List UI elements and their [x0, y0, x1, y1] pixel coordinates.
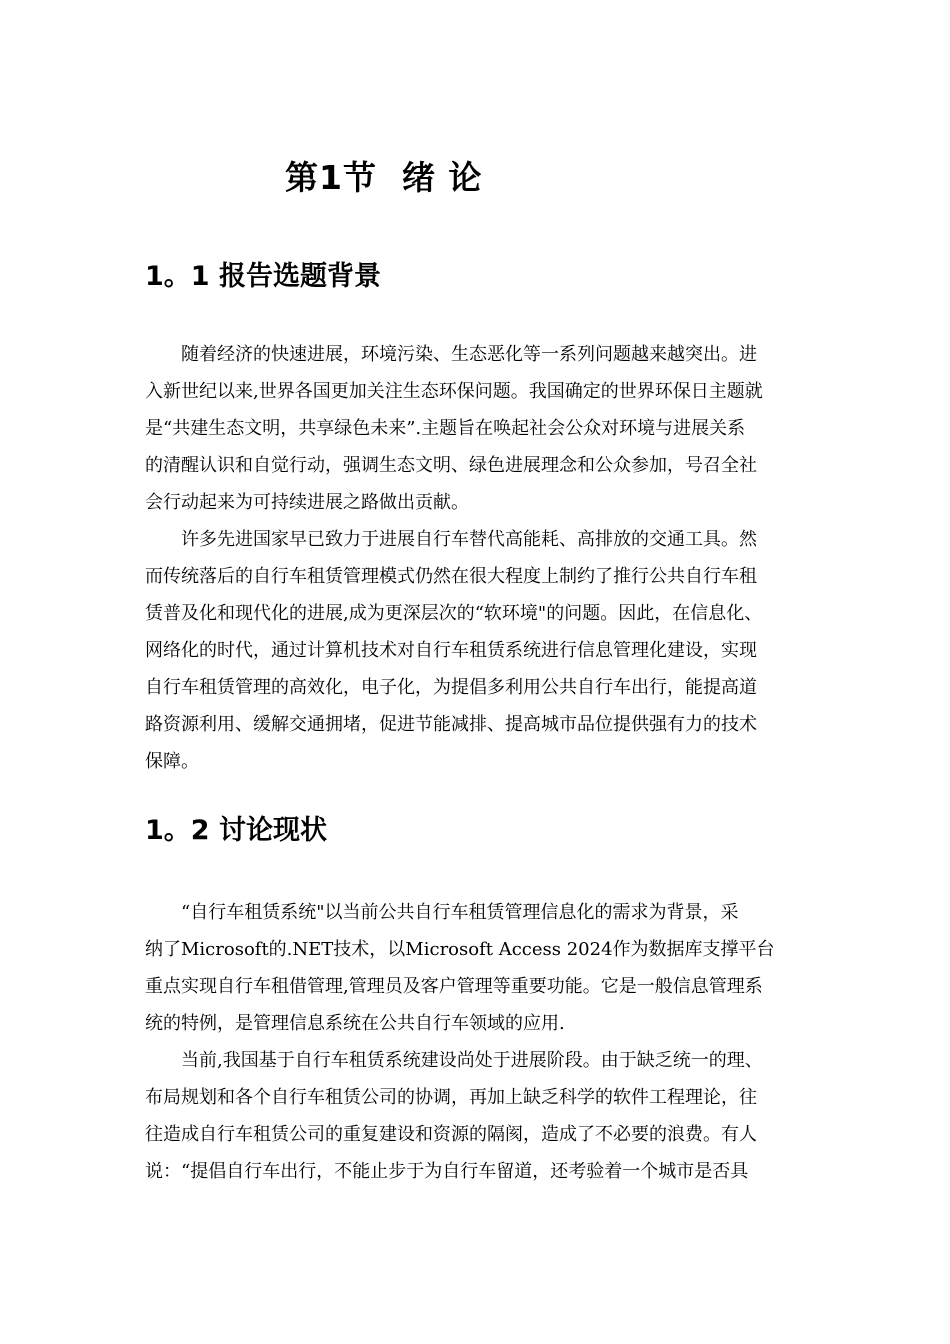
- section-heading-background: 1。1 报告选题背景: [145, 261, 381, 292]
- paragraph-line: 路资源利用、缓解交通拥堵，促进节能减排、提高城市品位提供强有力的技术: [145, 714, 757, 735]
- paragraph-line: 往造成自行车租赁公司的重复建设和资源的隔阂，造成了不必要的浪费。有人: [145, 1124, 757, 1145]
- paragraph-line: 统的特例，是管理信息系统在公共自行车领域的应用.: [145, 1013, 565, 1034]
- paragraph-line: 纳了Microsoft的.NET技术，以Microsoft Access 2024作为数据库支撑平台: [145, 939, 775, 960]
- paragraph-line: 说：“提倡自行车出行，不能止步于为自行车留道，还考验着一个城市是否具: [145, 1161, 749, 1182]
- paragraph-line: 许多先进国家早已致力于进展自行车替代高能耗、高排放的交通工具。然: [181, 529, 757, 550]
- paragraph-line: 而传统落后的自行车租赁管理模式仍然在很大程度上制约了推行公共自行车租: [145, 566, 757, 587]
- paragraph-line: 是“共建生态文明，共享绿色未来”.主题旨在唤起社会公众对环境与进展关系: [145, 418, 746, 439]
- paragraph-line: 保障。: [145, 751, 199, 772]
- paragraph-line: 网络化的时代，通过计算机技术对自行车租赁系统进行信息管理化建设，实现: [145, 640, 757, 661]
- chapter-title: 第1节 绪 论: [285, 158, 483, 197]
- paragraph-line: 的清醒认识和自觉行动，强调生态文明、绿色进展理念和公众参加，号召全社: [145, 455, 757, 476]
- paragraph-line: 当前,我国基于自行车租赁系统建设尚处于进展阶段。由于缺乏统一的理、: [181, 1050, 763, 1071]
- paragraph-line: 重点实现自行车租借管理,管理员及客户管理等重要功能。它是一般信息管理系: [145, 976, 763, 997]
- section-heading-status: 1。2 讨论现状: [145, 815, 327, 846]
- paragraph-line: 随着经济的快速进展，环境污染、生态恶化等一系列问题越来越突出。进: [181, 344, 757, 365]
- section-body-background: [145, 336, 810, 780]
- paragraph-line: 自行车租赁管理的高效化，电子化，为提倡多利用公共自行车出行，能提高道: [145, 677, 757, 698]
- paragraph-line: 赁普及化和现代化的进展,成为更深层次的“软环境"的问题。因此，在信息化、: [145, 603, 763, 624]
- section-body-status: [145, 894, 810, 1190]
- paragraph-line: 入新世纪以来,世界各国更加关注生态环保问题。我国确定的世界环保日主题就: [145, 381, 763, 402]
- paragraph-line: 会行动起来为可持续进展之路做出贡献。: [145, 492, 469, 513]
- paragraph-line: “自行车租赁系统"以当前公共自行车租赁管理信息化的需求为背景，采: [181, 902, 739, 923]
- paragraph-line: 布局规划和各个自行车租赁公司的协调，再加上缺乏科学的软件工程理论，往: [145, 1087, 757, 1108]
